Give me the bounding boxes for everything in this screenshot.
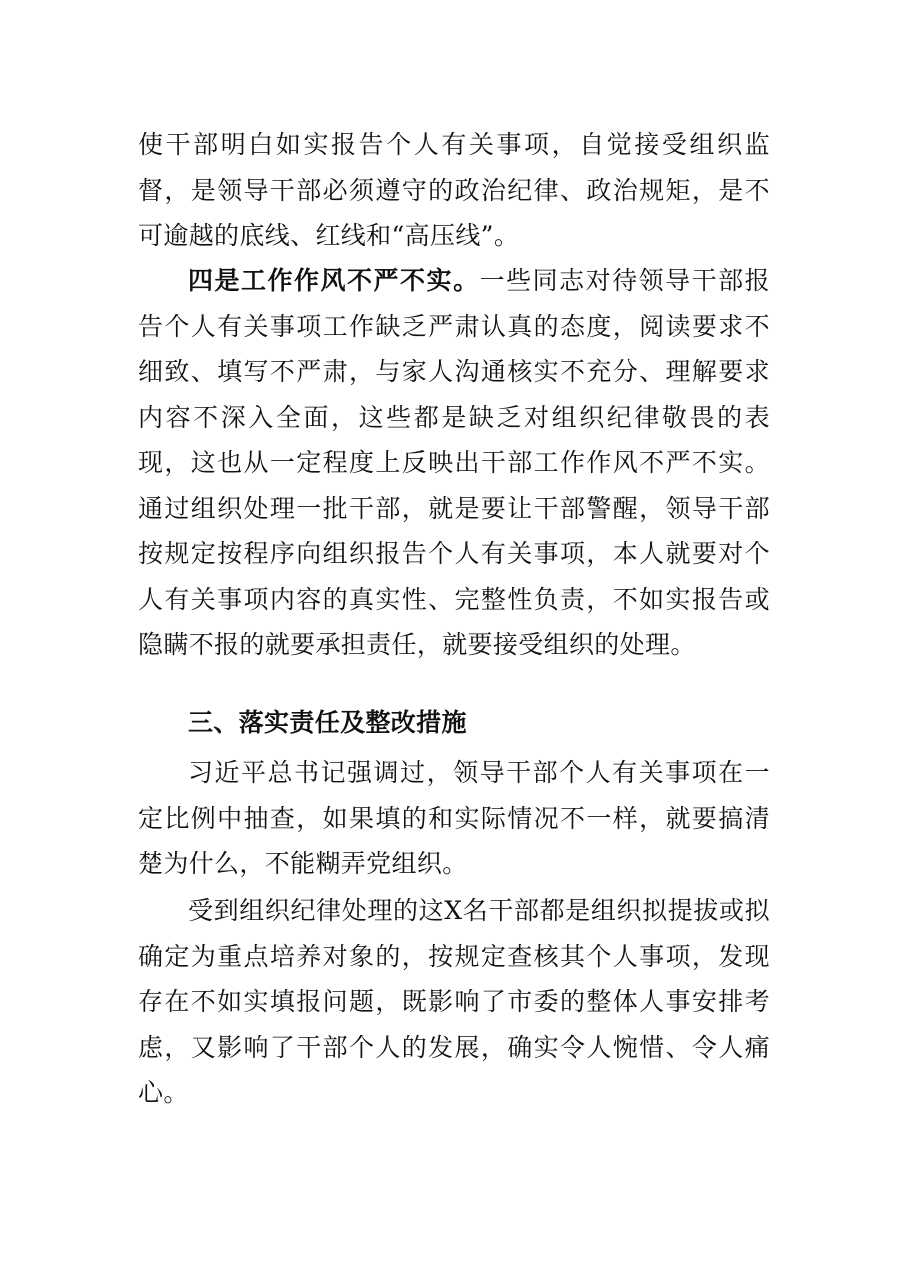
paragraph-continuation: 使干部明白如实报告个人有关事项，自觉接受组织监督，是领导干部必须遵守的政治纪律、政治规矩，是不可逾越的底线、红线和“高压线”。 xyxy=(138,130,770,250)
paragraph-work-style xyxy=(138,258,770,668)
paragraph-quote: 习近平总书记强调过，领导干部个人有关事项在一定比例中抽查，如果填的和实际情况不一样，就要搞清楚为什么，不能糊弄党组织。 xyxy=(138,758,770,878)
paragraph-discipline: 受到组织纪律处理的这X名干部都是组织拟提拔或拟确定为重点培养对象的，按规定查核其个人事项，发现存在不如实填报问题，既影响了市委的整体人事安排考虑，又影响了干部个人的发展，确实令人惋惜、令人痛心。 xyxy=(138,896,770,1107)
section-heading: 三、落实责任及整改措施 xyxy=(188,708,467,737)
paragraph-work-style-body: 一些同志对待领导干部报告个人有关事项工作缺乏严肃认真的态度，阅读要求不细致、填写不严肃，与家人沟通核实不充分、理解要求内容不深入全面，这些都是缺乏对组织纪律敬畏的表现，这也从一定程度上反映出干部工作作风不严不实。通过组织处理一批干部，就是要让干部警醒，领导干部按规定按程序向组织报告个人有关事项，本人就要对个人有关事项内容的真实性、完整性负责，不如实报告或隐瞒不报的就要承担责任，就要接受组织的处理。 xyxy=(138,266,770,659)
paragraph-lead-heading: 四是工作作风不严不实。 xyxy=(188,266,480,295)
